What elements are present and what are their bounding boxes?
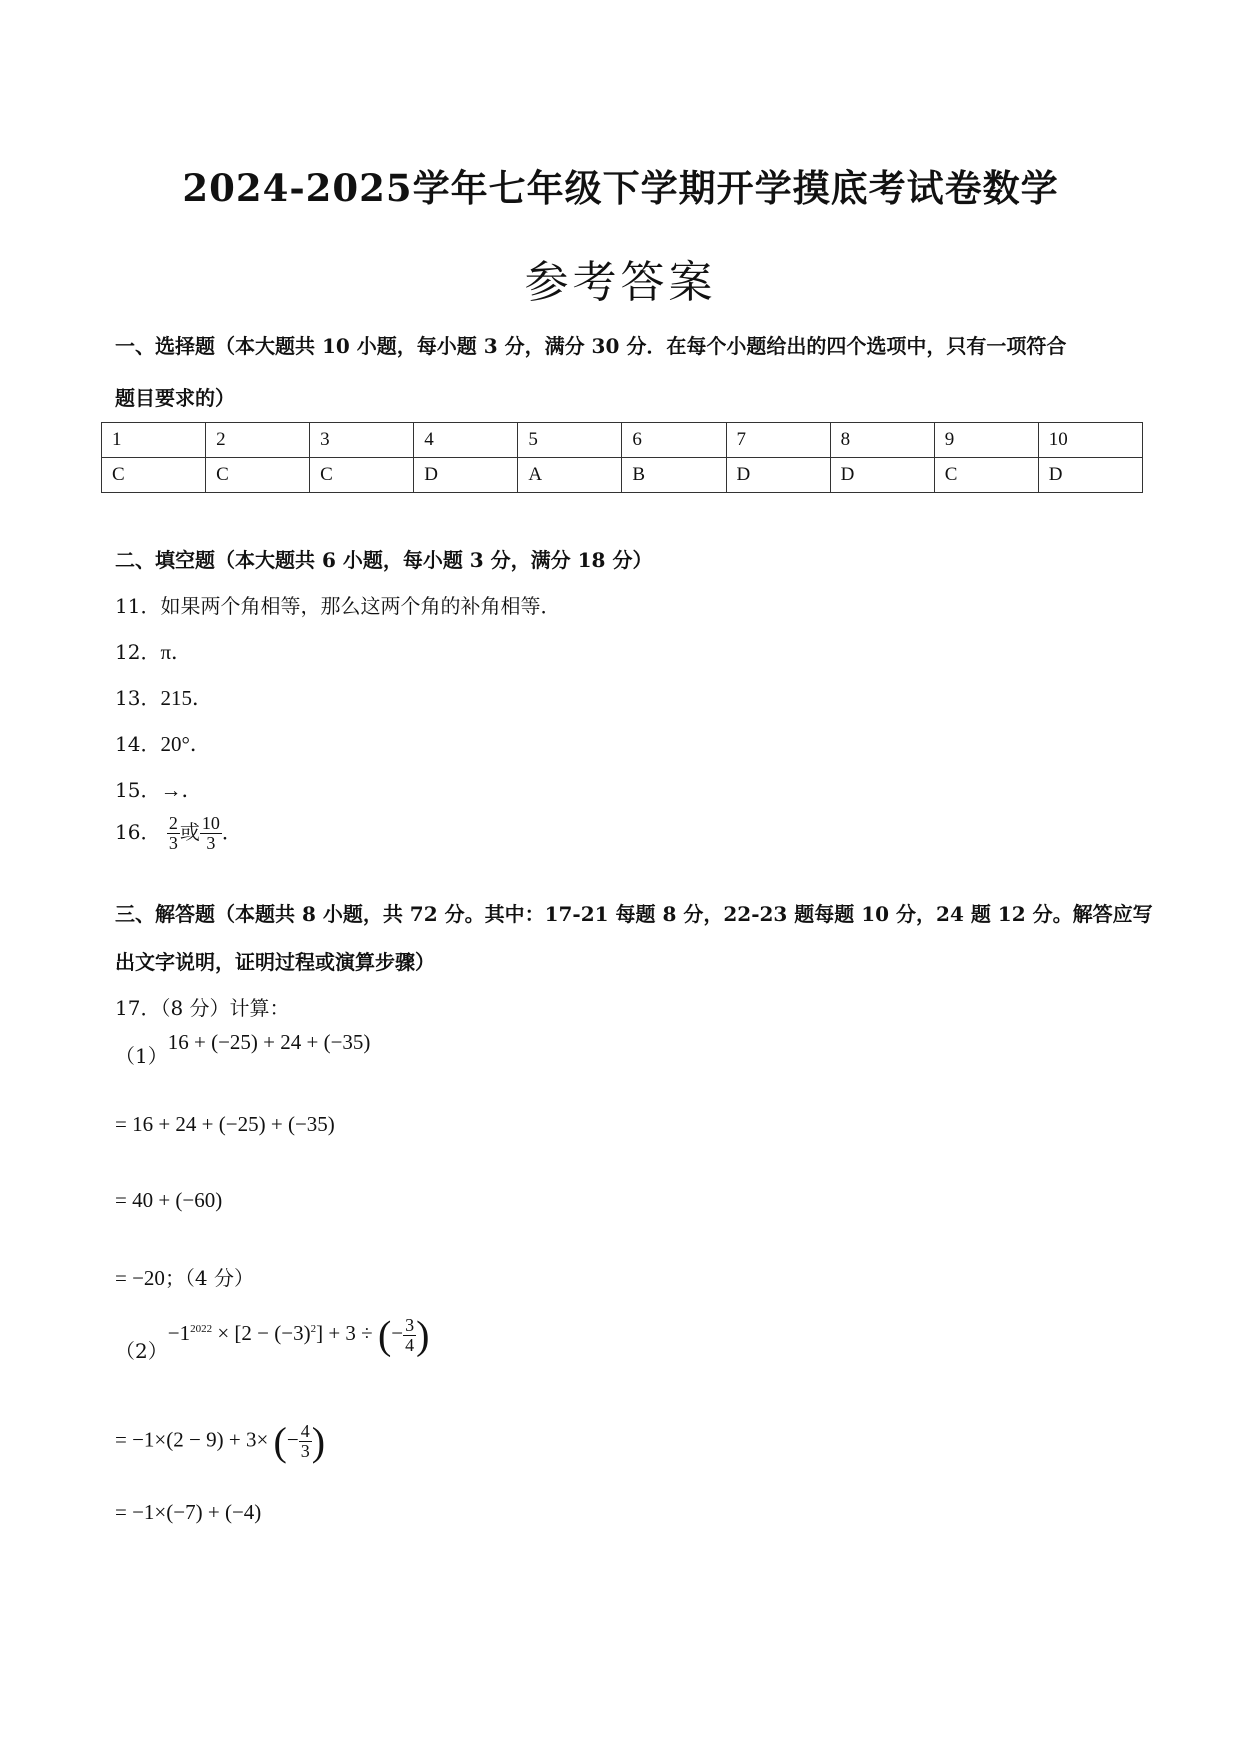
part1-step2: = 40 + (−60)	[115, 1188, 223, 1212]
q13-number: 13．	[115, 686, 161, 710]
part1-label: （1）	[115, 1044, 168, 1068]
question-number: 8	[830, 423, 934, 458]
question-number: 10	[1038, 423, 1142, 458]
answer-cell: C	[206, 458, 310, 493]
part2-step1-fraction: $\frac{4}{3}$	[300, 1421, 310, 1461]
answer-cell: B	[622, 458, 726, 493]
q12-text: π．	[160, 640, 193, 664]
part2-step2: = −1×(−7) + (−4)	[115, 1500, 262, 1524]
answer-cell: D	[830, 458, 934, 493]
q16-fraction-2: $\frac{10}{3}$	[201, 813, 220, 853]
part1-step3	[115, 1262, 254, 1291]
q15-number: 15．	[115, 778, 161, 802]
answer-cell: C	[310, 458, 414, 493]
section3-heading-line1: 三、解答题（本题共 8 小题，共 72 分。其中：17-21 每题 8 分，22-23 题每题 10 分，24 题 12 分。解答应写	[115, 902, 1153, 926]
document-subtitle: 参考答案	[524, 257, 717, 308]
question-number: 7	[726, 423, 830, 458]
document-title: 2024-2025学年七年级下学期开学摸底考试卷数学	[182, 166, 1059, 210]
q17-part2	[115, 1312, 430, 1364]
answer-cell: A	[518, 458, 622, 493]
answer-cell: C	[102, 458, 206, 493]
q11-number: 11．	[115, 594, 161, 618]
section2-heading: 二、填空题（本大题共 6 小题，每小题 3 分，满分 18 分）	[115, 548, 653, 572]
q16-end: ．	[221, 819, 242, 844]
answer-q13	[115, 682, 213, 712]
question-number: 1	[102, 423, 206, 458]
answer-cell: D	[414, 458, 518, 493]
answer-table	[101, 422, 1143, 493]
answer-cell: D	[726, 458, 830, 493]
part1-expression: 16 + (−25) + 24 + (−35)	[167, 1030, 371, 1054]
question-number: 4	[414, 423, 518, 458]
q14-number: 14．	[115, 732, 161, 756]
part2-label: （2）	[115, 1339, 168, 1364]
answer-q15	[115, 774, 202, 804]
q17-intro: 17．（8 分）计算：	[115, 996, 290, 1020]
part2-step1: = −1×(2 − 9) + 3× (− $\frac{4}{3}$ )	[115, 1419, 326, 1464]
part1-score-note: ；（4 分）	[164, 1266, 255, 1290]
answer-table-answer-row	[102, 458, 1143, 493]
q16-fraction-1: $\frac{2}{3}$	[168, 813, 178, 853]
q17-part1	[115, 1030, 371, 1069]
question-number: 5	[518, 423, 622, 458]
answer-cell: C	[934, 458, 1038, 493]
part2-expression: $-1^{2022} \times [2 - (-3)^2] + 3$ ÷ (− $\frac{3}{4}$ )	[167, 1313, 430, 1358]
answer-q14	[115, 728, 211, 758]
answer-q16	[115, 814, 242, 853]
q13-text: 215．	[160, 686, 213, 710]
answer-q12	[115, 636, 192, 666]
q12-number: 12．	[115, 640, 161, 664]
answer-q11	[115, 590, 560, 619]
q16-number: 16．	[115, 819, 161, 844]
q14-text: 20°．	[160, 732, 211, 756]
part1-step1: = 16 + 24 + (−25) + (−35)	[115, 1112, 335, 1136]
section3-heading-line2: 出文字说明，证明过程或演算步骤）	[115, 950, 435, 974]
part1-result: = −20	[115, 1266, 165, 1290]
part2-fraction: $\frac{3}{4}$	[405, 1315, 415, 1355]
q15-text: →．	[160, 778, 203, 802]
section1-heading-line2: 题目要求的）	[115, 386, 235, 410]
question-number: 2	[206, 423, 310, 458]
section1-heading-line1: 一、选择题（本大题共 10 小题，每小题 3 分，满分 30 分．在每个小题给出的四个选项中，只有一项符合	[115, 334, 1067, 358]
question-number: 6	[622, 423, 726, 458]
answer-cell: D	[1038, 458, 1142, 493]
q16-or: 或	[179, 819, 200, 844]
q11-text: 如果两个角相等，那么这两个角的补角相等．	[160, 594, 561, 618]
question-number: 3	[310, 423, 414, 458]
question-number: 9	[934, 423, 1038, 458]
answer-table-number-row	[102, 423, 1143, 458]
